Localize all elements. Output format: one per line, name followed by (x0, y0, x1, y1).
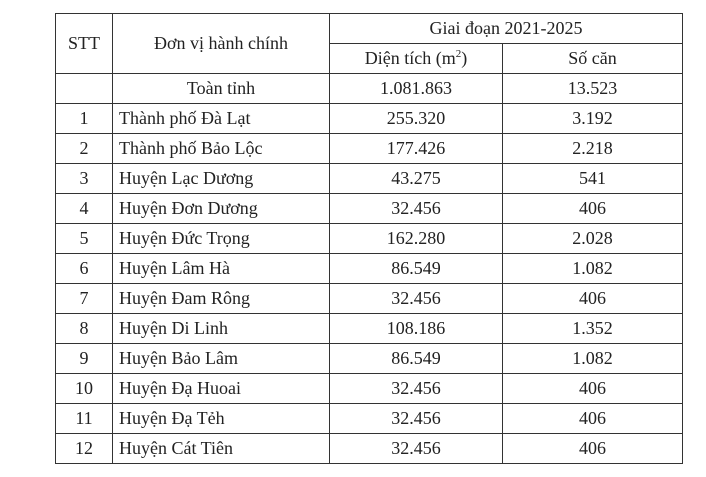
total-name: Toàn tỉnh (113, 74, 330, 104)
cell-area: 108.186 (330, 314, 503, 344)
cell-stt: 6 (56, 254, 113, 284)
table-row (56, 254, 683, 284)
cell-area: 177.426 (330, 134, 503, 164)
total-stt (56, 74, 113, 104)
header-area-sup: 2 (455, 48, 462, 60)
header-count: Số căn (503, 44, 683, 74)
header-stt: STT (56, 14, 113, 74)
table-row (56, 134, 683, 164)
cell-count: 406 (503, 284, 683, 314)
table-row (56, 194, 683, 224)
cell-count: 2.218 (503, 134, 683, 164)
cell-area: 162.280 (330, 224, 503, 254)
table-row (56, 404, 683, 434)
cell-stt: 4 (56, 194, 113, 224)
cell-area: 32.456 (330, 434, 503, 464)
table-row (56, 374, 683, 404)
cell-stt: 2 (56, 134, 113, 164)
header-area-text: Diện tích (m (364, 48, 456, 68)
cell-name: Huyện Đạ Tẻh (113, 404, 330, 434)
cell-stt: 1 (56, 104, 113, 134)
cell-count: 541 (503, 164, 683, 194)
cell-name: Huyện Đạ Huoai (113, 374, 330, 404)
cell-count: 2.028 (503, 224, 683, 254)
cell-stt: 8 (56, 314, 113, 344)
cell-count: 1.082 (503, 254, 683, 284)
table-row (56, 284, 683, 314)
cell-count: 406 (503, 194, 683, 224)
cell-area: 32.456 (330, 194, 503, 224)
cell-name: Huyện Di Linh (113, 314, 330, 344)
cell-name: Huyện Bảo Lâm (113, 344, 330, 374)
cell-count: 1.352 (503, 314, 683, 344)
cell-name: Huyện Đam Rông (113, 284, 330, 314)
table-row (56, 314, 683, 344)
total-row (56, 74, 683, 104)
table-row (56, 104, 683, 134)
total-count: 13.523 (503, 74, 683, 104)
header-area-close: ) (461, 48, 468, 68)
total-area: 1.081.863 (330, 74, 503, 104)
cell-name: Huyện Đức Trọng (113, 224, 330, 254)
cell-area: 43.275 (330, 164, 503, 194)
table-row (56, 344, 683, 374)
cell-name: Huyện Lạc Dương (113, 164, 330, 194)
cell-stt: 12 (56, 434, 113, 464)
cell-name: Thành phố Bảo Lộc (113, 134, 330, 164)
header-area (330, 44, 503, 74)
cell-area: 86.549 (330, 254, 503, 284)
cell-count: 406 (503, 404, 683, 434)
cell-area: 32.456 (330, 404, 503, 434)
cell-name: Thành phố Đà Lạt (113, 104, 330, 134)
cell-name: Huyện Đơn Dương (113, 194, 330, 224)
header-period: Giai đoạn 2021-2025 (330, 14, 683, 44)
cell-stt: 3 (56, 164, 113, 194)
table-row (56, 434, 683, 464)
cell-stt: 7 (56, 284, 113, 314)
cell-stt: 11 (56, 404, 113, 434)
cell-area: 86.549 (330, 344, 503, 374)
cell-area: 32.456 (330, 284, 503, 314)
cell-count: 3.192 (503, 104, 683, 134)
housing-table (55, 13, 683, 464)
header-unit: Đơn vị hành chính (113, 14, 330, 74)
cell-stt: 10 (56, 374, 113, 404)
cell-count: 406 (503, 434, 683, 464)
cell-stt: 9 (56, 344, 113, 374)
table-row (56, 224, 683, 254)
cell-count: 1.082 (503, 344, 683, 374)
cell-stt: 5 (56, 224, 113, 254)
cell-area: 32.456 (330, 374, 503, 404)
cell-count: 406 (503, 374, 683, 404)
cell-name: Huyện Cát Tiên (113, 434, 330, 464)
table-row (56, 164, 683, 194)
cell-area: 255.320 (330, 104, 503, 134)
cell-name: Huyện Lâm Hà (113, 254, 330, 284)
